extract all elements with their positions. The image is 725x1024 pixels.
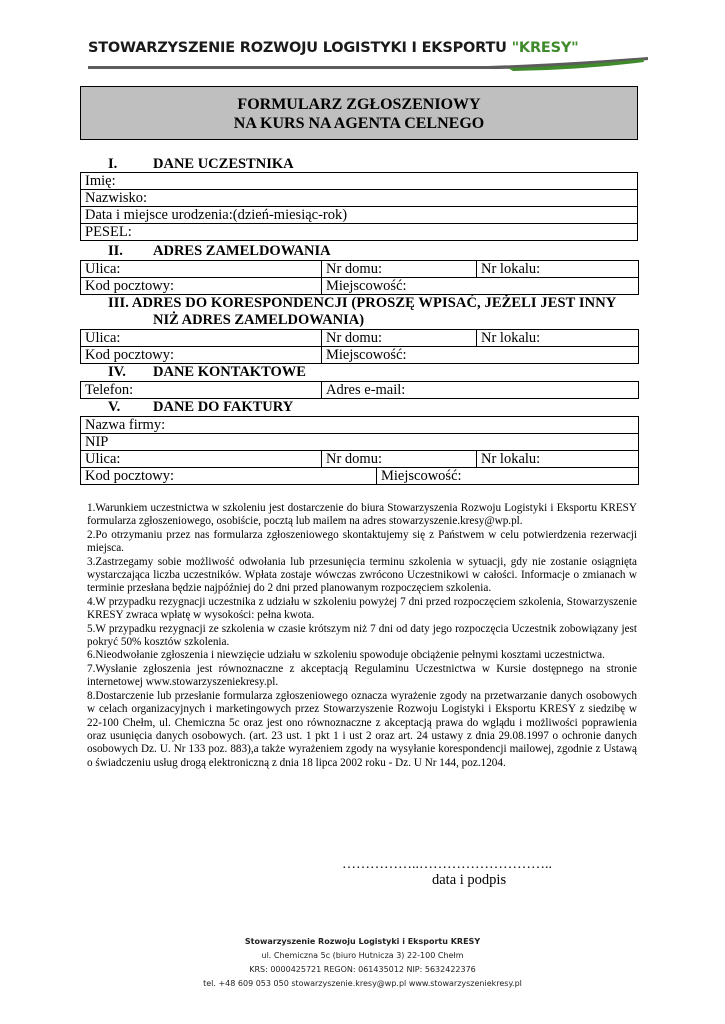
section-number: V. [108, 399, 121, 415]
section-label: ADRES ZAMELDOWANIA [153, 243, 331, 259]
invoice-table [80, 416, 639, 485]
correspondence-address-table [80, 329, 639, 364]
logo-swoosh-icon [88, 54, 648, 74]
terms-item: 8.Dostarczenie lub przesłanie formularza zgłoszeniowego oznacza wyrażenie zgody na przetwarzanie danych osobowych w celach organizacyjnych i marketingowych przez Stowarzyszenie Rozwoju Logistyki i Eksportu KRESY z siedzibę w 22-100 Chełm, ul. Chemiczna 5c oraz jest ono równoznaczne z akceptacją prawa do wglądu i możliwości poprawienia oraz usunięcia danych osobowych. (art. 23 ust. 1 pkt 1 i ust 2 oraz art. 24 ustawy z dnia 29.08.1997 o ochronie danych osobowych Dz. U. Nr 133 poz. 883),a także wyrażeniem zgody na wysyłanie korespondencji mailowej, zgodnie z Ustawą o świadczeniu usług drogą elektroniczną z dnia 18 lipca 2002 roku - Dz. U Nr 144, poz.1204. [87, 689, 637, 769]
participant-table [80, 172, 638, 241]
section-label: DANE UCZESTNIKA [153, 156, 294, 172]
street-field[interactable]: Ulica: [81, 451, 322, 468]
section-invoice-heading [80, 399, 638, 415]
form-title-box [80, 86, 638, 140]
header-title-main: STOWARZYSZENIE ROZWOJU LOGISTYKI I EKSPORTU [88, 40, 512, 56]
form-title-line1: FORMULARZ ZGŁOSZENIOWY [237, 96, 481, 113]
email-field[interactable]: Adres e-mail: [322, 382, 639, 399]
first-name-field[interactable]: Imię: [81, 173, 638, 190]
terms-item: 3.Zastrzegamy sobie możliwość odwołania lub przesunięcia terminu szkolenia w sytuacji, gdy nie zostanie osiągnięta wystarczająca liczba uczestników. Wpłata zostaje wówczas zwrócono Uczestnikowi w całości. Informacje o zmianach w terminie przesłana będzie najpóźniej do 2 dni przed planowanym rozpoczęciem szkolenia. [87, 555, 637, 595]
terms-item: 5.W przypadku rezygnacji ze szkolenia w czasie krótszym niż 7 dni od daty jego rozpoczęcia Uczestnik zobowiązany jest pokryć 50% kosztów szkolenia. [87, 622, 637, 649]
contact-table [80, 381, 639, 399]
city-field[interactable]: Miejscowość: [322, 278, 639, 295]
terms-list [87, 502, 637, 770]
company-name-field[interactable]: Nazwa firmy: [81, 417, 639, 434]
page-footer [0, 935, 725, 991]
registered-address-table [80, 260, 639, 295]
phone-field[interactable]: Telefon: [81, 382, 322, 399]
section-label: DANE KONTAKTOWE [153, 364, 306, 380]
apartment-number-field[interactable]: Nr lokalu: [477, 451, 639, 468]
house-number-field[interactable]: Nr domu: [322, 330, 477, 347]
postal-code-field[interactable]: Kod pocztowy: [81, 347, 322, 364]
signature-line[interactable]: ……………..……………………….. [342, 857, 552, 872]
terms-item: 2.Po otrzymaniu przez nas formularza zgłoszeniowego skontaktujemy się z Państwem w celu potwierdzenia rezerwacji miejsca. [87, 528, 637, 555]
house-number-field[interactable]: Nr domu: [322, 261, 477, 278]
section-number: I. [108, 156, 118, 172]
house-number-field[interactable]: Nr domu: [322, 451, 477, 468]
header-title-brand: "KRESY" [511, 40, 579, 56]
section-label: DANE DO FAKTURY [153, 399, 294, 415]
section-participant-heading [80, 156, 638, 172]
form-title-line2: NA KURS NA AGENTA CELNEGO [233, 115, 485, 132]
terms-item: 6.Nieodwołanie zgłoszenia i niewzięcie udziału w szkoleniu spowoduje obciążenie pełnymi kosztami uczestnictwa. [87, 649, 605, 662]
postal-code-field[interactable]: Kod pocztowy: [81, 468, 377, 485]
section-number: IV. [108, 364, 126, 380]
footer-registry: KRS: 0000425721 REGON: 061435012 NIP: 5632422376 [249, 965, 476, 974]
nip-field[interactable]: NIP [81, 434, 639, 451]
section-number: II. [108, 243, 123, 259]
pesel-field[interactable]: PESEL: [81, 224, 638, 241]
last-name-field[interactable]: Nazwisko: [81, 190, 638, 207]
page-header [88, 36, 648, 76]
section-heading-line2: NIŻ ADRES ZAMELDOWANIA) [153, 312, 365, 328]
apartment-number-field[interactable]: Nr lokalu: [477, 261, 639, 278]
postal-code-field[interactable]: Kod pocztowy: [81, 278, 322, 295]
street-field[interactable]: Ulica: [81, 330, 322, 347]
section-heading-line1: III. ADRES DO KORESPONDENCJI (PROSZĘ WPISAĆ, JEŻELI JEST INNY [108, 295, 617, 311]
signature-label: data i podpis [432, 872, 507, 888]
section-registered-address-heading [80, 243, 638, 259]
city-field[interactable]: Miejscowość: [377, 468, 639, 485]
footer-org-name: Stowarzyszenie Rozwoju Logistyki i Eksportu KRESY [244, 937, 481, 946]
section-correspondence-address-heading [80, 295, 638, 329]
terms-item: 7.Wysłanie zgłoszenia jest równoznaczne z akceptacją Regulaminu Uczestnictwa w Kursie dostępnego na stronie internetowej www.stowarzyszeniekresy.pl. [87, 662, 637, 689]
street-field[interactable]: Ulica: [81, 261, 322, 278]
birth-date-place-field[interactable]: Data i miejsce urodzenia:(dzień-miesiąc-rok) [81, 207, 638, 224]
terms-item: 1.Warunkiem uczestnictwa w szkoleniu jest dostarczenie do biura Stowarzyszenia Rozwoju Logistyki i Eksportu KRESY formularza zgłoszeniowego, osobiście, pocztą lub mailem na adres stowarzyszenie.kresy@wp.pl. [87, 502, 637, 528]
city-field[interactable]: Miejscowość: [322, 347, 639, 364]
terms-item: 4.W przypadku rezygnacji uczestnika z udziału w szkoleniu powyżej 7 dni przed rozpoczęciem szkolenia, Stowarzyszenie KRESY zwraca wpłatę w wysokości: pełna kwota. [87, 595, 637, 622]
footer-contact: tel. +48 609 053 050 stowarzyszenie.kresy@wp.pl www.stowarzyszeniekresy.pl [203, 979, 522, 988]
section-contact-heading [80, 364, 638, 380]
apartment-number-field[interactable]: Nr lokalu: [477, 330, 639, 347]
footer-address: ul. Chemiczna 5c (biuro Hutnicza 3) 22-100 Chełm [261, 951, 464, 960]
